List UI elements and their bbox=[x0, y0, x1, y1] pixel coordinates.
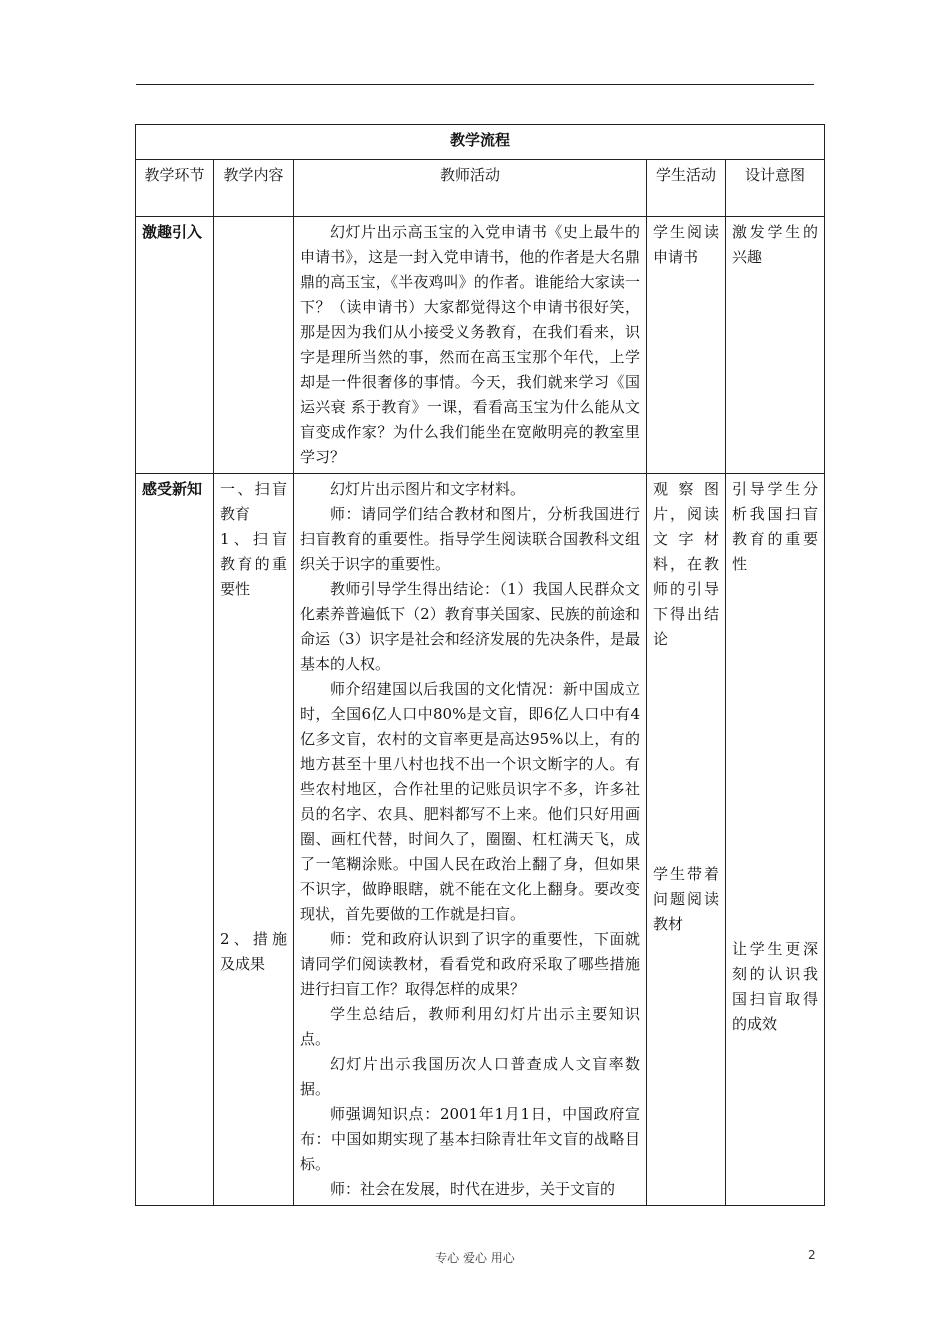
table-row bbox=[136, 217, 825, 474]
header-segment: 教学环节 bbox=[136, 160, 214, 217]
intent-cell bbox=[726, 474, 825, 1206]
student-activity: 学生带着问题阅读教材 bbox=[653, 865, 719, 933]
teacher-paragraph: 学生总结后，教师利用幻灯片出示主要知识点。 bbox=[300, 1005, 640, 1048]
teacher-paragraph: 师强调知识点：2001年1月1日，中国政府宣布：中国如期实现了基本扫除青壮年文盲的战略目标。 bbox=[300, 1105, 640, 1173]
header-content: 教学内容 bbox=[214, 160, 294, 217]
teacher-paragraph: 幻灯片出示高玉宝的入党申请书《史上最牛的申请书》，这是一封入党申请书，他的作者是大名鼎鼎的高玉宝，《半夜鸡叫》的作者。谁能给大家读一下？（读申请书）大家都觉得这个申请书很好笑，那是因为我们从小接受义务教育，在我们看来，识字是理所当然的事，然而在高玉宝那个年代，上学却是一件很奢侈的事情。今天，我们就来学习《国运兴衰 系于教育》一课，看看高玉宝为什么能从文盲变成作家？为什么我们能坐在宽敞明亮的教室里学习？ bbox=[300, 223, 640, 466]
header-row bbox=[136, 160, 825, 217]
teacher-cell bbox=[294, 217, 647, 474]
teacher-paragraph: 师介绍建国以后我国的文化情况：新中国成立时，全国6亿人口中80%是文盲，即6亿人口中有4亿多文盲，农村的文盲率更是高达95%以上，有的地方甚至十里八村也找不出一个识文断字的人。有些农村地区，合作社里的记账员识字不多，许多社员的名字、农具、肥料都写不上来。他们只好用画圈、画杠代替，时间久了，圈圈、杠杠满天飞，成了一笔糊涂账。中国人民在政治上翻了身，但如果不识字，做睁眼瞎，就不能在文化上翻身。要改变现状，首先要做的工作就是扫盲。 bbox=[300, 680, 640, 923]
design-intent: 引导学生分析我国扫盲教育的重要性 bbox=[732, 480, 819, 573]
design-intent: 让学生更深刻的认识我国扫盲取得的成效 bbox=[732, 940, 819, 1033]
content-cell bbox=[214, 217, 294, 474]
teaching-flow-table bbox=[135, 124, 825, 1206]
content-heading: 一、扫盲教育 bbox=[220, 480, 287, 523]
teacher-paragraph: 教师引导学生得出结论：（1）我国人民群众文化素养普遍低下（2）教育事关国家、民族的前途和命运（3）识字是社会和经济发展的先决条件，是最基本的人权。 bbox=[300, 580, 640, 673]
page-number: 2 bbox=[808, 1248, 816, 1262]
header-intent: 设计意图 bbox=[726, 160, 825, 217]
content-subheading: 2、措施及成果 bbox=[220, 930, 287, 973]
teacher-cell bbox=[294, 474, 647, 1206]
header-teacher: 教师活动 bbox=[294, 160, 647, 217]
segment-cell: 激趣引入 bbox=[136, 217, 214, 474]
teacher-paragraph: 师：社会在发展，时代在进步，关于文盲的 bbox=[330, 1180, 616, 1198]
header-rule bbox=[136, 84, 814, 85]
teacher-paragraph: 师：党和政府认识到了识字的重要性，下面就请同学们阅读教材，看看党和政府采取了哪些措施进行扫盲工作？取得怎样的成果？ bbox=[300, 930, 640, 998]
student-cell: 学生阅读申请书 bbox=[647, 217, 726, 474]
table-title: 教学流程 bbox=[136, 125, 825, 160]
content-subheading: 1、扫盲教育的重要性 bbox=[220, 530, 287, 598]
intent-cell: 激发学生的兴趣 bbox=[726, 217, 825, 474]
student-cell bbox=[647, 474, 726, 1206]
teacher-paragraph: 幻灯片出示我国历次人口普查成人文盲率数据。 bbox=[300, 1055, 640, 1098]
teacher-paragraph: 幻灯片出示图片和文字材料。 bbox=[330, 480, 526, 498]
content-cell bbox=[214, 474, 294, 1206]
segment-cell: 感受新知 bbox=[136, 474, 214, 1206]
table-row bbox=[136, 474, 825, 1206]
header-student: 学生活动 bbox=[647, 160, 726, 217]
teacher-paragraph: 师：请同学们结合教材和图片，分析我国进行扫盲教育的重要性。指导学生阅读联合国教科文组织关于识字的重要性。 bbox=[300, 505, 640, 573]
student-activity: 观察图片，阅读文字材料，在教师的引导下得出结论 bbox=[653, 480, 719, 648]
footer-motto: 专心 爱心 用心 bbox=[435, 1251, 515, 1265]
